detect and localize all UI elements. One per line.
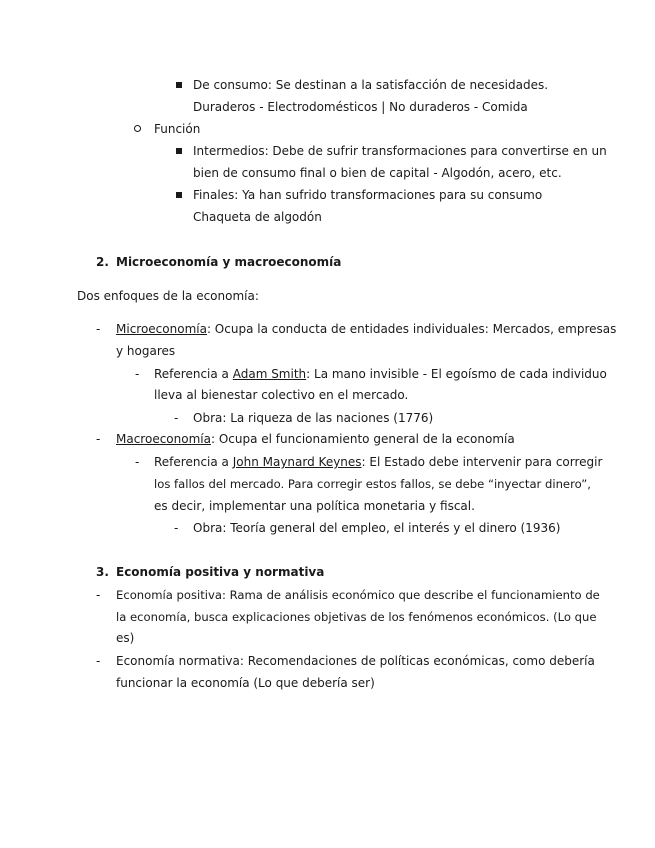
section-2-heading: Microeconomía y macroeconomía (116, 255, 342, 269)
positiva-line-3: es) (116, 631, 135, 645)
ref-prefix: Referencia a (154, 455, 233, 469)
section-2-number: 2. (96, 255, 109, 269)
positiva-line-1: Economía positiva: Rama de análisis económico que describe el funcionamiento de (116, 588, 600, 602)
consumo-line-1: De consumo: Se destinan a la satisfacción de necesidades. (193, 78, 549, 92)
macro-ref-line-3: es decir, implementar una política monetaria y fiscal. (154, 499, 475, 513)
micro-term: Microeconomía (116, 322, 207, 336)
normativa-line-2: funcionar la economía (Lo que debería ser) (116, 676, 375, 690)
dash-bullet: - (135, 455, 140, 469)
consumo-line-2: Duraderos - Electrodomésticos | No duraderos - Comida (193, 100, 528, 114)
intermedios-line-1: Intermedios: Debe de sufrir transformaciones para convertirse en un (193, 144, 607, 158)
micro-ref-line-1 (154, 366, 607, 382)
micro-desc: : Ocupa la conducta de entidades individuales: Mercados, empresas (206, 322, 617, 336)
square-bullet-icon (176, 148, 182, 154)
micro-obra: Obra: La riqueza de las naciones (1776) (193, 411, 434, 425)
section-3-number: 3. (96, 565, 109, 579)
dash-bullet: - (174, 521, 179, 535)
dash-bullet: - (174, 411, 179, 425)
square-bullet-icon (176, 82, 182, 88)
micro-ref-rest: : La mano invisible - El egoísmo de cada individuo (306, 367, 607, 381)
positiva-line-2: la economía, busca explicaciones objetivas de los fenómenos económicos. (Lo que (116, 610, 597, 624)
intermedios-line-2: bien de consumo final o bien de capital - Algodón, acero, etc. (193, 166, 562, 180)
dash-bullet: - (96, 432, 101, 446)
macro-term: Macroeconomía (116, 432, 211, 446)
dash-bullet: - (96, 588, 101, 602)
dash-bullet: - (96, 654, 101, 668)
dash-bullet: - (96, 322, 101, 336)
funcion-item: Función (154, 122, 201, 136)
macro-ref-line-1 (154, 454, 602, 470)
keynes-name: John Maynard Keynes (232, 455, 362, 469)
adam-smith-name: Adam Smith (232, 367, 307, 381)
dash-bullet: - (135, 367, 140, 381)
micro-ref-line-2: lleva al bienestar colectivo en el mercado. (154, 388, 409, 402)
intro-text: Dos enfoques de la economía: (77, 289, 259, 303)
section-3-heading: Economía positiva y normativa (116, 565, 325, 579)
micro-line-1 (116, 321, 616, 337)
micro-line-2: y hogares (116, 344, 176, 358)
macro-obra: Obra: Teoría general del empleo, el interés y el dinero (1936) (193, 521, 561, 535)
finales-line-2: Chaqueta de algodón (193, 210, 322, 224)
macro-ref-rest: : El Estado debe intervenir para corregir (361, 455, 603, 469)
circle-bullet-icon (134, 125, 141, 132)
ref-prefix: Referencia a (154, 367, 233, 381)
macro-ref-line-2: los fallos del mercado. Para corregir estos fallos, se debe “inyectar dinero”, (154, 477, 591, 491)
finales-line-1: Finales: Ya han sufrido transformaciones para su consumo (193, 188, 543, 202)
macro-line-1 (116, 431, 515, 447)
normativa-line-1: Economía normativa: Recomendaciones de políticas económicas, como debería (116, 654, 595, 668)
macro-desc: : Ocupa el funcionamiento general de la economía (210, 432, 515, 446)
square-bullet-icon (176, 192, 182, 198)
